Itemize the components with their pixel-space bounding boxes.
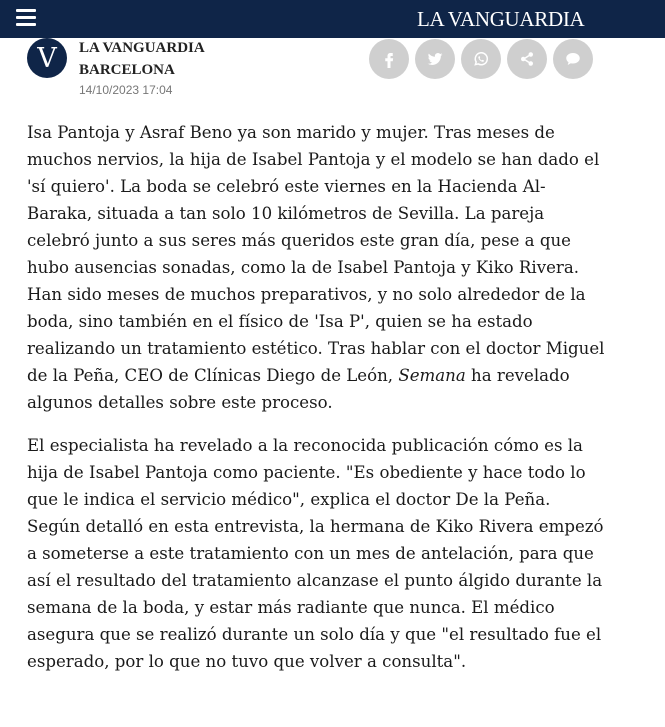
whatsapp-icon [472,50,490,68]
author-name[interactable] [79,37,205,81]
facebook-icon [380,50,398,68]
magazine-name: Semana [398,366,466,385]
article-paragraph-1 [27,119,607,416]
paragraph-1-text-a: Isa Pantoja y Asraf Beno ya son marido y mujer. Tras meses de muchos nervios, la hija de Isabel Pantoja y el modelo se han dado el 'sí quiero'. La boda se celebró este viernes en la Hacienda Al-Baraka, situada a tan solo 10 kilómetros de Sevilla. La pareja celebró junto a sus seres más queridos este gran día, pese a que hubo ausencias sonadas, como la de Isabel Pantoja y Kiko Rivera. Han sido meses de muchos preparativos, y no solo alrededor de la boda, sino también en el físico de 'Isa P', quien se ha estado realizando un tratamiento estético. Tras hablar con el doctor Miguel de la Peña, CEO de Clínicas Diego de León, [27,123,605,385]
twitter-share-button[interactable] [415,39,455,79]
author-avatar [27,38,67,78]
comment-button[interactable] [553,39,593,79]
publish-date: 14/10/2023 17:04 [79,83,173,97]
author-line-2: BARCELONA [79,62,175,78]
author-line-1: LA VANGUARDIA [79,40,205,56]
article-paragraph-2: El especialista ha revelado a la reconocida publicación cómo es la hija de Isabel Pantoja como paciente. "Es obediente y hace todo lo que le indica el servicio médico", explica el doctor De la Peña. Según detalló en esta entrevista, la hermana de Kiko Rivera empezó a someterse a este tratamiento con un mes de antelación, para que así el resultado del tratamiento alcanzase el punto álgido durante la semana de la boda, y estar más radiante que nunca. El médico asegura que se realizó durante un solo día y que "el resultado fue el esperado, por lo que no tuvo que volver a consulta". [27,436,604,671]
avatar-letter: V [37,42,57,74]
brand-logo[interactable]: LA VANGUARDIA [417,7,585,31]
article-body [27,119,607,691]
hamburger-menu-icon[interactable] [16,9,36,27]
twitter-icon [426,50,444,68]
comment-icon [564,50,582,68]
share-icon [518,50,536,68]
share-button[interactable] [507,39,547,79]
paragraph-1-text-b: ha revelado algunos detalles sobre este proceso. [27,366,570,412]
top-navigation-bar [0,0,665,38]
facebook-share-button[interactable] [369,39,409,79]
share-buttons [369,39,593,79]
whatsapp-share-button[interactable] [461,39,501,79]
